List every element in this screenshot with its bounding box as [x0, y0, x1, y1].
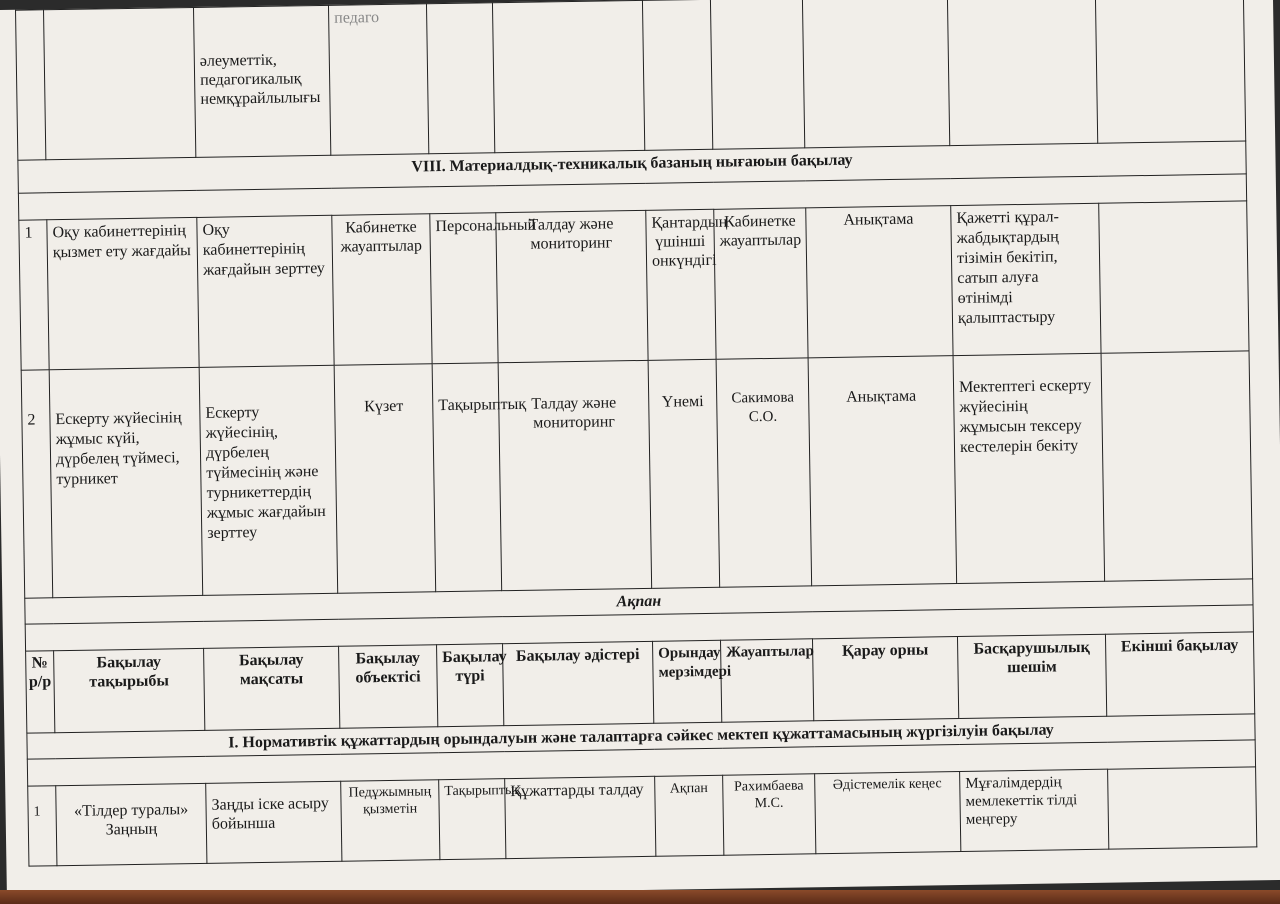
- section-8-title: VIII. Материалдық-техникалық базаның нығаюын бақылау: [18, 141, 1246, 193]
- control-decision: Мұғалімдердің мемлекеттік тілді меңгеру: [960, 769, 1109, 851]
- control-plan-table: [15, 0, 1256, 867]
- row-number: 1: [19, 220, 49, 370]
- header-number: № р/р: [26, 651, 55, 733]
- control-responsible: Кабинетке жауаптылар: [714, 208, 808, 359]
- control-method: Талдау және мониторинг: [496, 210, 648, 362]
- control-method: Құжаттарды талдау: [505, 776, 656, 858]
- control-goal: Оқу кабинеттерінің жағдайын зерттеу: [197, 215, 334, 367]
- control-object: Күзет: [334, 364, 436, 594]
- control-second: [1101, 351, 1253, 581]
- fragment-row: [16, 0, 1246, 160]
- control-second: [1099, 201, 1249, 353]
- control-method: Талдау және мониторинг: [498, 360, 652, 590]
- header-second: Екінші бақылау: [1105, 632, 1254, 716]
- plan-grid: [15, 0, 1257, 867]
- fragment-object: педаго: [328, 4, 428, 156]
- control-type: Тақырыптық: [432, 363, 502, 592]
- control-object: Педұжымның қызметін: [341, 780, 440, 862]
- header-topic: Бақылау тақырыбы: [54, 648, 205, 732]
- control-goal: Заңды іске асыру бойынша: [206, 781, 342, 863]
- header-date: Орындау мерзімдері: [653, 640, 722, 723]
- control-decision: Мектептегі ескерту жүйесінің жұмысын тексеру кестелерін бекіту: [953, 353, 1105, 583]
- control-place: Әдістемелік кеңес: [815, 772, 961, 854]
- control-object: Кабинетке жауаптылар: [332, 214, 432, 366]
- header-decision: Басқарушылық шешім: [957, 634, 1106, 718]
- row-number: 1: [28, 786, 57, 866]
- table-row: [21, 351, 1252, 598]
- desk-edge: [0, 890, 1280, 904]
- month-title: Ақпан: [25, 579, 1253, 624]
- control-goal: Ескерту жүйесінің, дүрбелең түймесінің және турникеттердің жұмыс жағдайын зерттеу: [199, 365, 338, 595]
- table-row: [19, 201, 1249, 370]
- control-second: [1108, 767, 1257, 849]
- control-place: Анықтама: [806, 206, 953, 358]
- header-goal: Бақылау мақсаты: [204, 646, 340, 730]
- control-date: Қантардың үшінші онкүндігі: [646, 209, 716, 360]
- control-responsible: Рахимбаева М.С.: [723, 774, 816, 855]
- control-date: Үнемі: [648, 359, 720, 588]
- control-decision: Қажетті құрал-жабдықтардың тізімін бекітіп, сатып алуға өтінімді қалыптастыру: [951, 203, 1101, 355]
- row-number: 2: [21, 370, 53, 598]
- header-place: Қарау орны: [812, 637, 958, 721]
- header-type: Бақылау түрі: [437, 644, 504, 727]
- control-date: Ақпан: [655, 775, 724, 856]
- control-topic: Ескерту жүйесінің жұмыс күйі, дүрбелең түймесі, турникет: [49, 367, 203, 597]
- control-responsible: Сакимова С.О.: [716, 358, 812, 587]
- control-place: Анықтама: [808, 356, 957, 586]
- control-type: Тақырыптық: [439, 779, 506, 860]
- control-topic: Оқу кабинеттерінің қызмет ету жағдайы: [47, 217, 199, 369]
- header-responsible: Жауаптылар: [720, 639, 813, 722]
- control-topic: «Тілдер туралы» Заңның: [56, 783, 207, 865]
- section-1-title: I. Нормативтік құжаттардың орындалуын және талаптарға сәйкес мектеп құжаттамасының жүргізілуін бақылау: [27, 714, 1255, 759]
- header-method: Бақылау әдістері: [503, 641, 654, 725]
- fragment-goal: әлеуметтік, педагогикалық немқұрайлылығы: [193, 5, 330, 157]
- header-object: Бақылау объектісі: [339, 645, 438, 729]
- control-type: Персональный: [430, 213, 498, 364]
